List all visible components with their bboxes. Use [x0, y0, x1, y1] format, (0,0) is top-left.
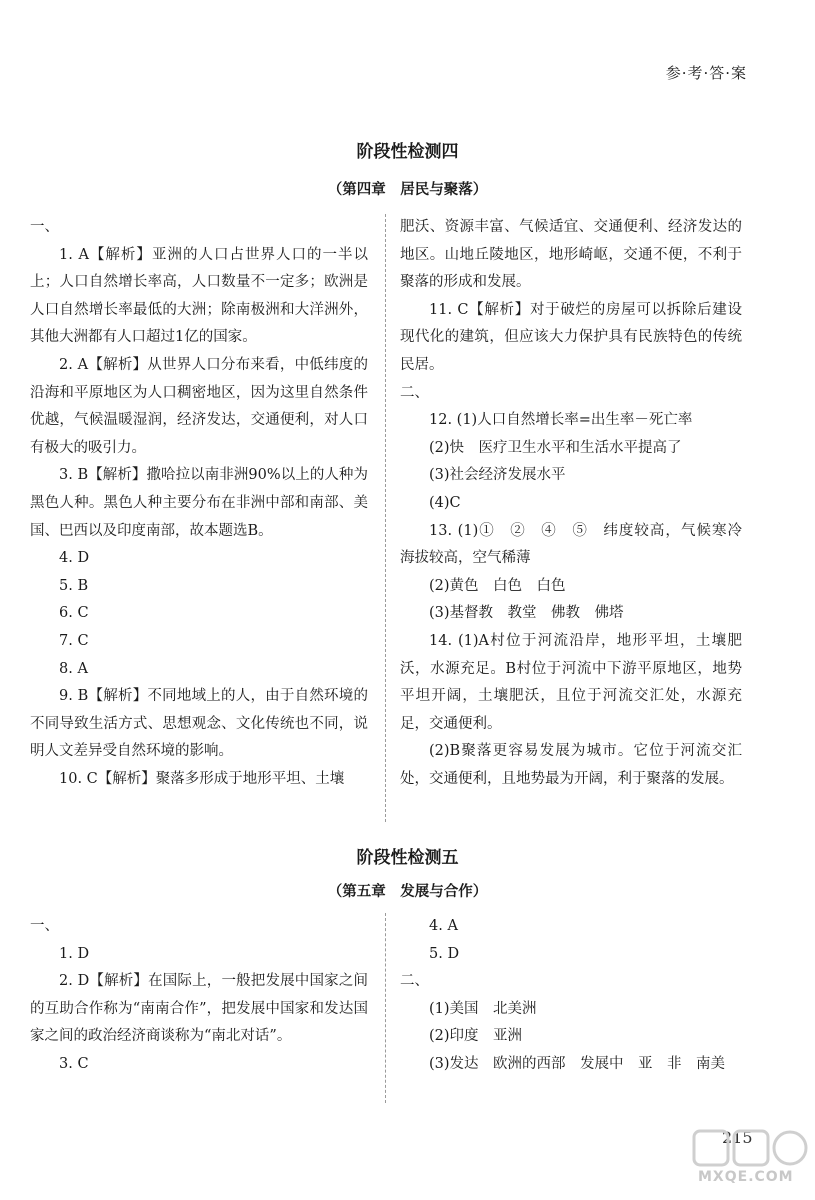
page-number: 215: [722, 1128, 753, 1147]
answer-line: 4. D: [59, 550, 90, 567]
answer-line: (2)快 医疗卫生水平和生活水平提高了: [429, 439, 682, 456]
section-4-right-column: [400, 214, 757, 793]
answer-line: 13. (1)① ② ④ ⑤ 纬度较高，气候寒冷 海拔较高，空气稀薄: [400, 522, 757, 567]
answer-line: 14. (1)A村位于河流沿岸，地形平坦，土壤肥沃，水源充足。B村位于河流中下游平原地区，地势平坦开阔，土壤肥沃，且位于河流交汇处，水源充足，交通便利。: [400, 632, 742, 732]
section-4-left-column: [30, 214, 368, 793]
answer-line: (3)基督教 教堂 佛教 佛塔: [429, 605, 624, 622]
section-5-right-column: [400, 913, 742, 1079]
section-subtitle-5: （第五章 发展与合作）: [327, 884, 488, 900]
answer-line: 3. B【解析】撒哈拉以南非洲90%以上的人种为黑色人种。黑色人种主要分布在非洲中部和南部、美国、巴西以及印度南部，故本题选B。: [30, 467, 368, 539]
answer-line: 一、: [30, 219, 59, 235]
answer-line: 9. B【解析】不同地域上的人，由于自然环境的不同导致生活方式、思想观念、文化传统也不同，说明人文差异受自然环境的影响。: [30, 688, 368, 760]
answer-line: 4. A: [429, 918, 458, 934]
answer-line: (2)印度 亚洲: [429, 1028, 523, 1045]
column-divider: [385, 214, 386, 822]
watermark-logo: [690, 1125, 808, 1193]
answer-line: 11. C【解析】对于破烂的房屋可以拆除后建设现代化的建筑，但应该大力保护具有民族特色的传统民居。: [400, 301, 742, 373]
watermark-stamp-icon: [690, 1125, 808, 1173]
answer-line: (1)美国 北美洲: [429, 1000, 537, 1017]
column-divider: [385, 913, 386, 1103]
answer-line: 6. C: [59, 605, 89, 622]
answer-line: 二、: [400, 973, 429, 990]
answer-line: (3)社会经济发展水平: [429, 467, 566, 484]
section-5-left-column: [30, 913, 368, 1079]
answer-line: 3. C: [59, 1055, 89, 1072]
section-subtitle-4: （第四章 居民与聚落）: [327, 182, 488, 198]
answer-line: 10. C【解析】聚落多形成于地形平坦、土壤: [59, 770, 345, 787]
answer-line: (3)发达 欧洲的西部 发展中 亚 非 南美: [429, 1055, 726, 1072]
answer-line: 1. A【解析】亚洲的人口占世界人口的一半以上；人口自然增长率高，人口数量不一定多；欧洲是人口自然增长率最低的大洲；除南极洲和大洋洲外，其他大洲都有人口超过1亿的国家。: [30, 246, 368, 346]
answer-line: 2. D【解析】在国际上，一般把发展中国家之间的互助合作称为“南南合作”，把发展中国家和发达国家之间的政治经济商谈称为“南北对话”。: [30, 973, 368, 1045]
answer-line: 肥沃、资源丰富、气候适宜、交通便利、经济发达的地区。山地丘陵地区，地形崎岖，交通不便，不利于聚落的形成和发展。: [400, 219, 742, 291]
section-title-5: 阶段性检测五: [356, 848, 459, 868]
section-title-4: 阶段性检测四: [356, 142, 459, 162]
answer-line: 2. A【解析】从世界人口分布来看，中低纬度的沿海和平原地区为人口稠密地区，因为这里自然条件优越，气候温暖湿润，经济发达，交通便利，对人口有极大的吸引力。: [30, 356, 368, 456]
answer-line: 7. C: [59, 632, 89, 649]
answer-line: 8. A: [59, 660, 88, 677]
answer-line: 一、: [30, 918, 59, 934]
answer-line: 1. D: [59, 945, 90, 962]
answer-line: 二、: [400, 384, 429, 401]
answer-line: (2)B聚落更容易发展为城市。它位于河流交汇处，交通便利，且地势最为开阔，利于聚落的发展。: [400, 743, 742, 787]
answer-line: (2)黄色 白色 白色: [429, 577, 566, 594]
page-header: 参·考·答·案: [665, 64, 747, 82]
answer-line: 5. B: [59, 577, 89, 594]
answer-line: 5. D: [429, 945, 460, 962]
watermark-text: MXQE.COM: [698, 1169, 794, 1185]
answer-line: 12. (1)人口自然增长率=出生率－死亡率: [429, 412, 693, 429]
answer-line: (4)C: [429, 494, 461, 511]
